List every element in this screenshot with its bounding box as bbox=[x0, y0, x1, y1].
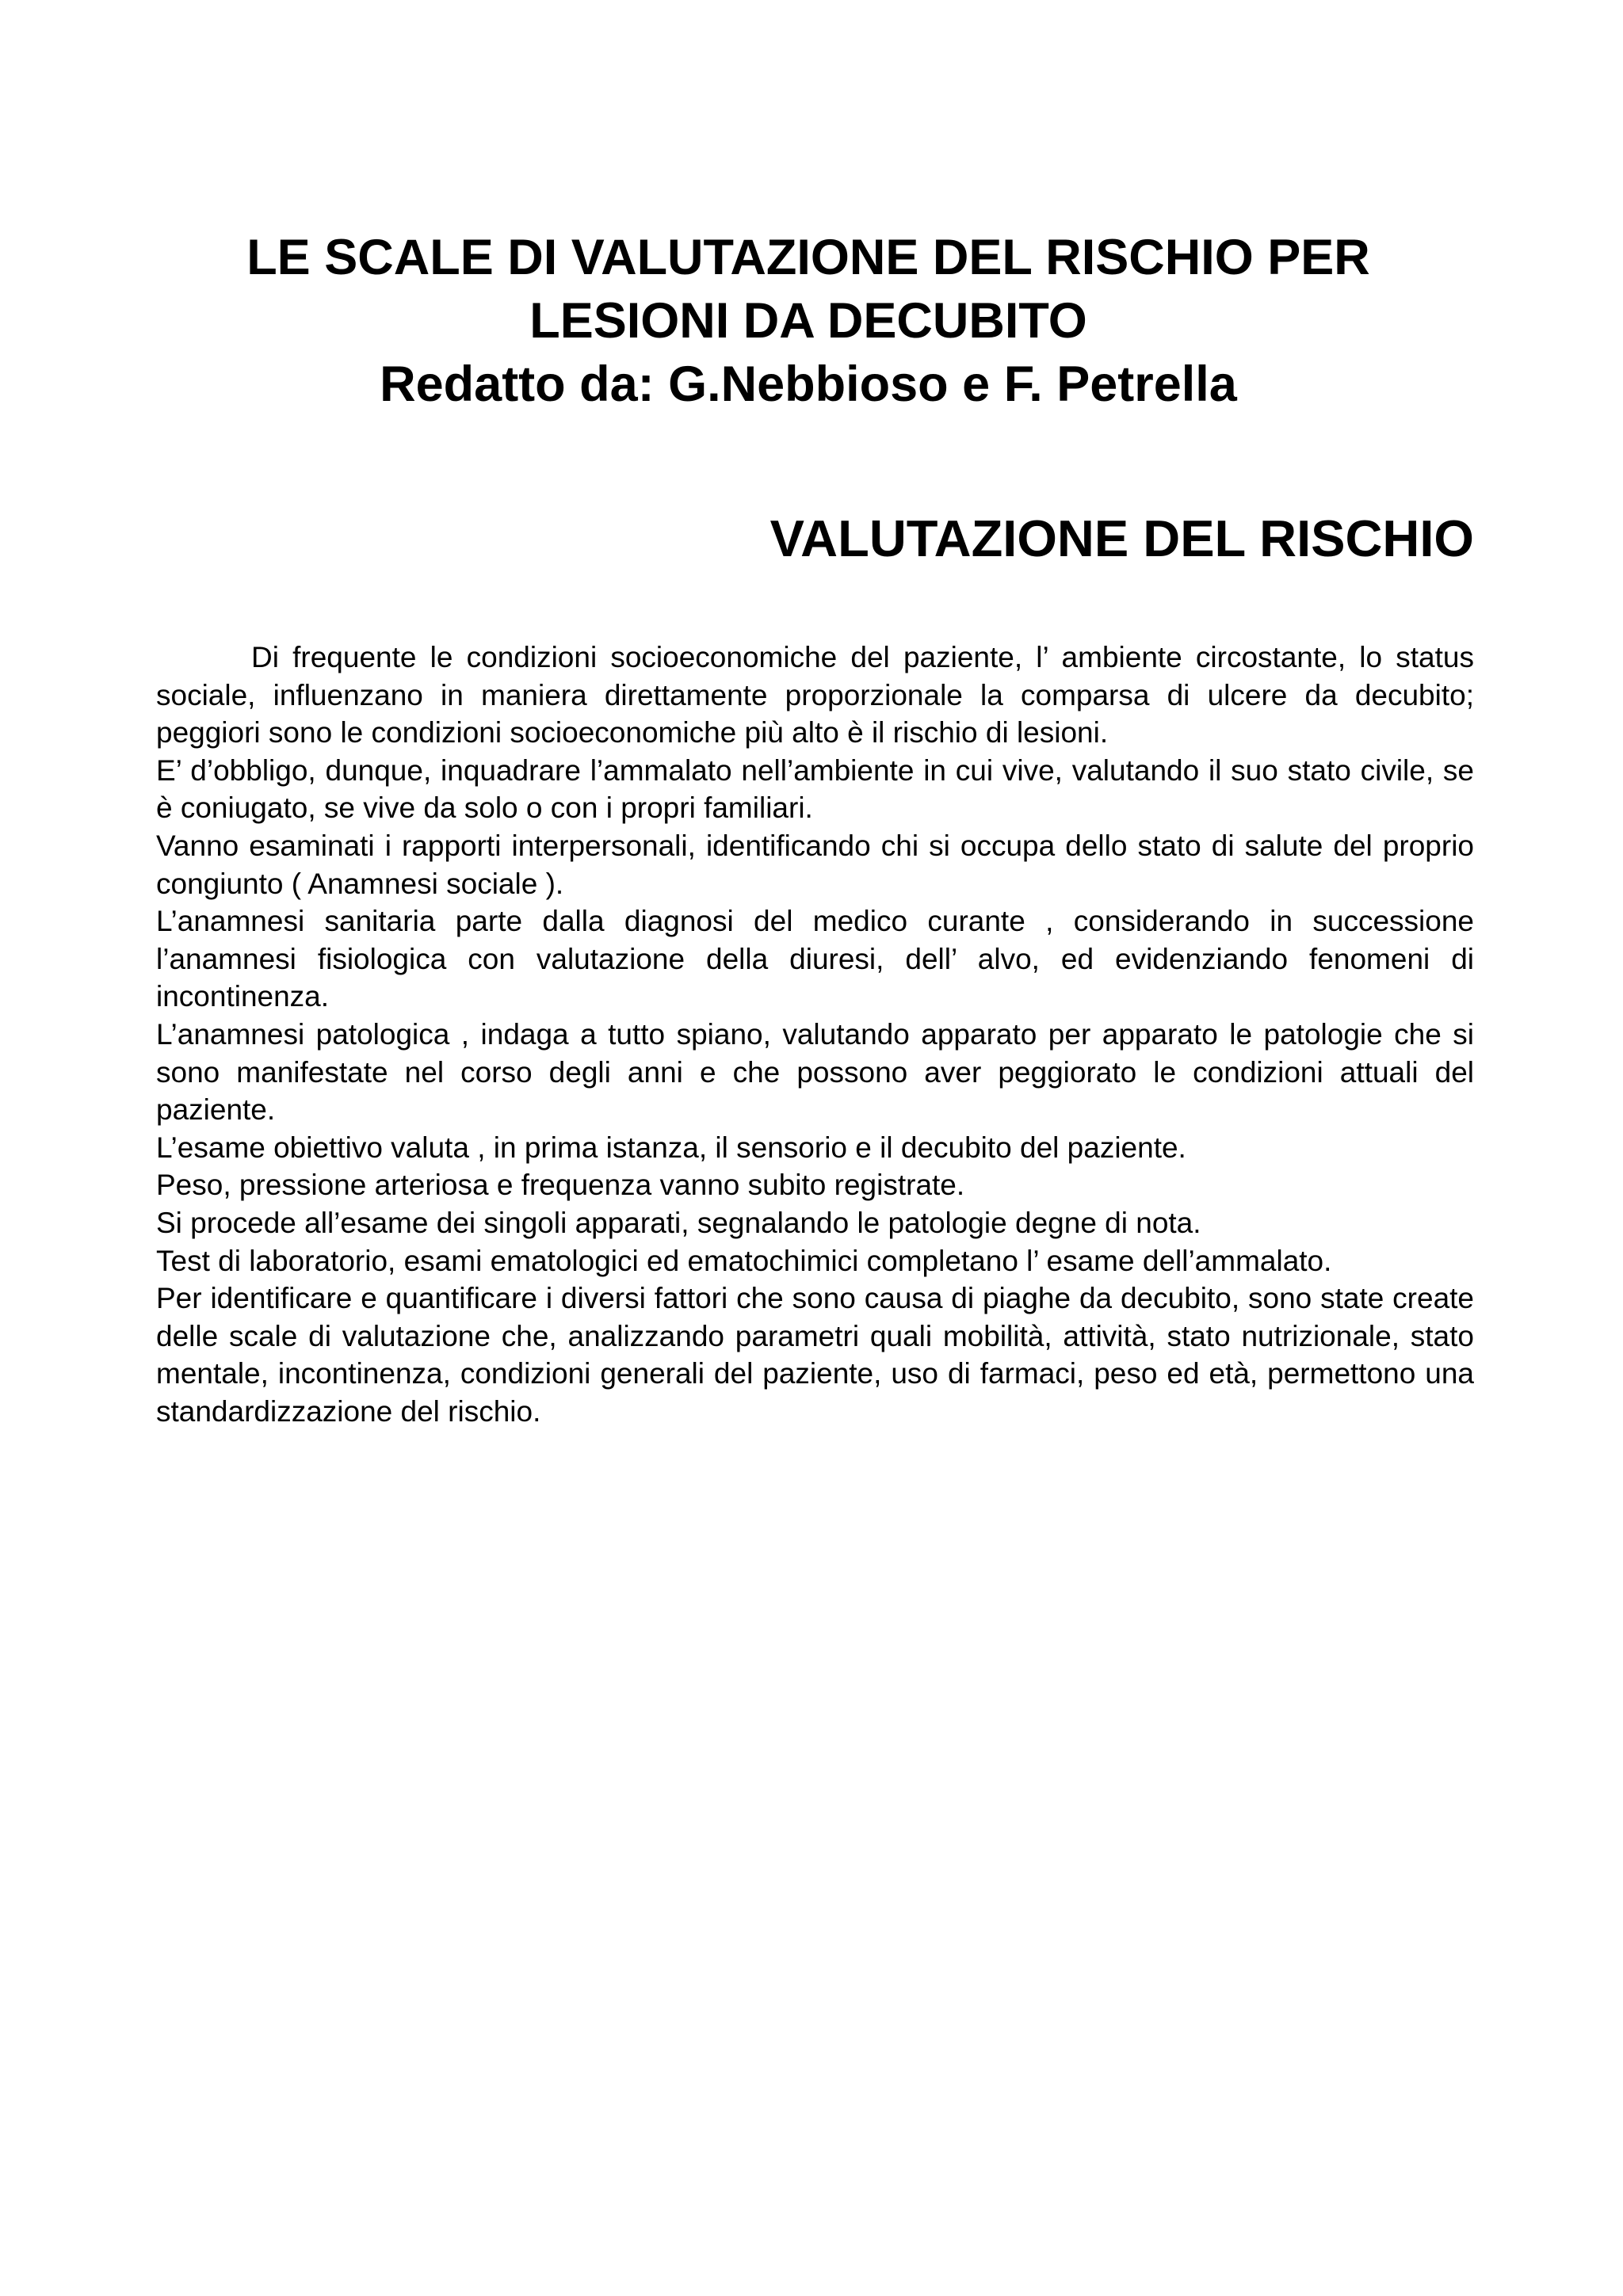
title-authors: Redatto da: G.Nebbioso e F. Petrella bbox=[380, 357, 1237, 413]
document-title bbox=[143, 226, 1474, 416]
paragraph: Vanno esaminati i rapporti interpersonali, identificando chi si occupa dello stato di salute del proprio congiunto ( Anamnesi sociale ). bbox=[156, 829, 1474, 900]
paragraph: Peso, pressione arteriosa e frequenza vanno subito registrate. bbox=[156, 1169, 965, 1202]
paragraph: L’anamnesi sanitaria parte dalla diagnosi del medico curante , considerando in successione l’anamnesi fisiologica con valutazione della diuresi, dell’ alvo, ed evidenziando fenomeni di incontinenza. bbox=[156, 905, 1474, 1013]
paragraph: L’esame obiettivo valuta , in prima istanza, il sensorio e il decubito del paziente. bbox=[156, 1131, 1186, 1164]
body-text bbox=[156, 639, 1474, 1430]
paragraph: E’ d’obbligo, dunque, inquadrare l’ammalato nell’ambiente in cui vive, valutando il suo stato civile, se è coniugato, se vive da solo o con i propri familiari. bbox=[156, 753, 1474, 825]
paragraph: Di frequente le condizioni socioeconomiche del paziente, l’ ambiente circostante, lo status sociale, influenzano in maniera direttamente proporzionale la comparsa di ulcere da decubito; peggiori sono le condizioni socioeconomiche più alto è il rischio di lesioni. bbox=[156, 641, 1474, 749]
paragraph: Per identificare e quantificare i diversi fattori che sono causa di piaghe da decubito, sono state create delle scale di valutazione che, analizzando parametri quali mobilità, attività, stato nutrizionale, stato mentale, incontinenza, condizioni generali del paziente, uso di farmaci, peso ed età, permettono una standardizzazione del rischio. bbox=[156, 1282, 1474, 1428]
paragraph: Si procede all’esame dei singoli apparati, segnalando le patologie degne di nota. bbox=[156, 1206, 1201, 1239]
title-line-2: LESIONI DA DECUBITO bbox=[529, 293, 1087, 349]
paragraph: L’anamnesi patologica , indaga a tutto spiano, valutando apparato per apparato le patologie che si sono manifestate nel corso degli anni e che possono aver peggiorato le condizioni attuali del paziente. bbox=[156, 1017, 1474, 1127]
section-heading: VALUTAZIONE DEL RISCHIO bbox=[769, 509, 1474, 567]
paragraph: Test di laboratorio, esami ematologici ed ematochimici completano l’ esame dell’ammalato. bbox=[156, 1244, 1332, 1277]
title-line-1: LE SCALE DI VALUTAZIONE DEL RISCHIO PER bbox=[246, 230, 1370, 286]
